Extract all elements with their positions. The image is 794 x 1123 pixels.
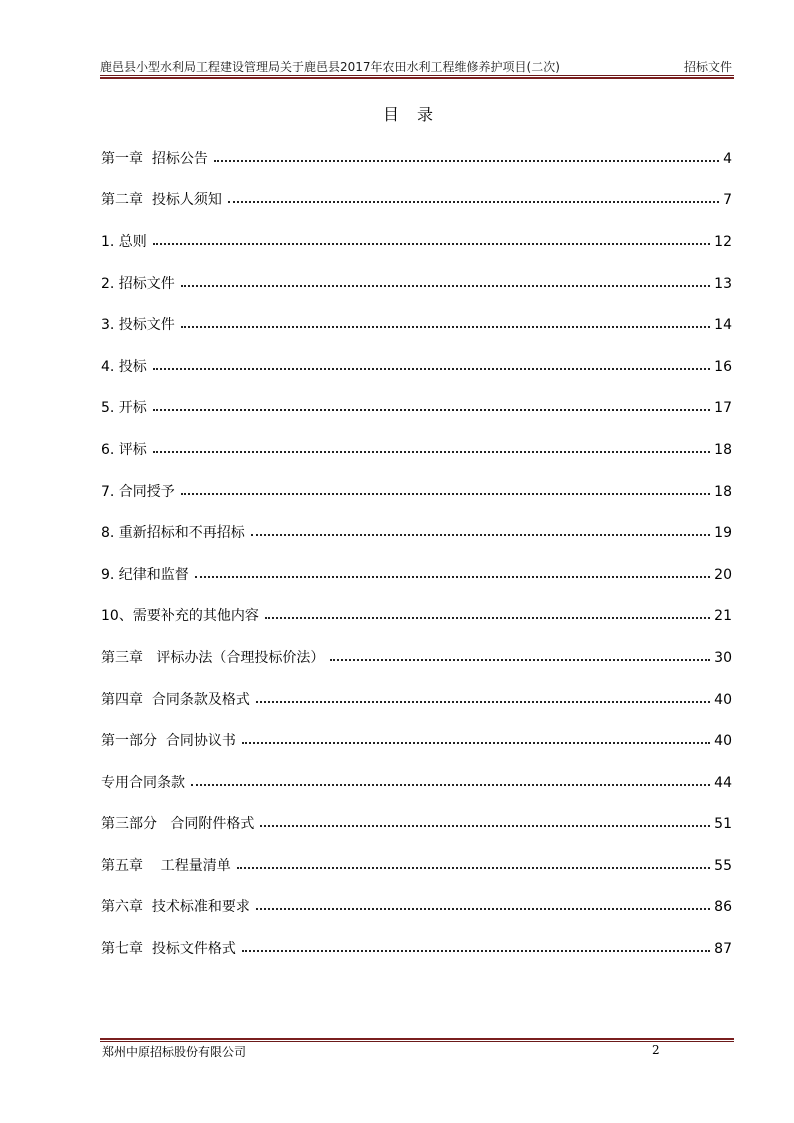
toc-entry-page: 18 — [714, 483, 732, 500]
toc-entry-page: 21 — [714, 608, 732, 625]
toc-entry[interactable] — [101, 928, 732, 970]
toc-dot-leader — [153, 243, 710, 245]
toc-entry-label: 1. 总则 — [101, 233, 147, 250]
toc-entry[interactable] — [101, 720, 732, 762]
toc-entry-label: 7. 合同授予 — [101, 483, 175, 500]
footer-company: 郑州中原招标股份有限公司 — [102, 1045, 247, 1059]
footer-rule — [100, 1041, 734, 1042]
toc-dot-leader — [195, 576, 710, 578]
toc-entry-label: 10、需要补充的其他内容 — [101, 608, 259, 625]
toc-entry-label: 3. 投标文件 — [101, 317, 175, 334]
toc-dot-leader — [181, 285, 710, 287]
toc-entry[interactable] — [101, 263, 732, 305]
toc-entry-label: 第六章 技术标准和要求 — [101, 899, 250, 916]
toc-entry-page: 18 — [714, 441, 732, 458]
toc-entry[interactable] — [101, 679, 732, 721]
page-header — [100, 56, 734, 76]
toc-entry[interactable] — [101, 554, 732, 596]
toc-entry-page: 12 — [714, 233, 732, 250]
toc-dot-leader — [265, 617, 710, 619]
toc-entry[interactable] — [101, 887, 732, 929]
toc-entry-page: 40 — [714, 691, 732, 708]
header-rule-thick — [100, 77, 734, 79]
toc-entry[interactable] — [101, 346, 732, 388]
toc-entry-page: 87 — [714, 941, 732, 958]
toc-entry[interactable] — [101, 429, 732, 471]
toc-entry-page: 13 — [714, 275, 732, 292]
toc-entry-label: 第一部分 合同协议书 — [101, 733, 236, 750]
toc-dot-leader — [191, 784, 710, 786]
toc-entry[interactable] — [101, 180, 732, 222]
table-of-contents — [101, 138, 732, 970]
toc-entry-page: 4 — [723, 150, 732, 167]
toc-dot-leader — [181, 326, 710, 328]
toc-dot-leader — [242, 950, 710, 952]
toc-entry-page: 19 — [714, 525, 732, 542]
toc-entry-label: 2. 招标文件 — [101, 275, 175, 292]
toc-entry-label: 第三部分 合同附件格式 — [101, 816, 255, 833]
toc-entry-page: 30 — [714, 649, 732, 666]
toc-dot-leader — [237, 867, 710, 869]
toc-entry-page: 55 — [714, 857, 732, 874]
toc-dot-leader — [181, 493, 710, 495]
toc-entry-label: 9. 纪律和监督 — [101, 566, 189, 583]
toc-entry[interactable] — [101, 221, 732, 263]
toc-dot-leader — [242, 742, 710, 744]
toc-entry-label: 第七章 投标文件格式 — [101, 941, 236, 958]
toc-entry[interactable] — [101, 762, 732, 804]
toc-entry-page: 44 — [714, 774, 732, 791]
toc-dot-leader — [214, 160, 719, 162]
toc-entry-label: 4. 投标 — [101, 358, 147, 375]
footer-rule-thick — [100, 1038, 734, 1040]
toc-entry[interactable] — [101, 637, 732, 679]
toc-entry-page: 20 — [714, 566, 732, 583]
header-document-type: 招标文件 — [683, 60, 732, 74]
toc-entry-label: 第二章 投标人须知 — [101, 192, 222, 209]
toc-entry[interactable] — [101, 845, 732, 887]
toc-dot-leader — [153, 368, 710, 370]
toc-dot-leader — [260, 825, 710, 827]
toc-dot-leader — [330, 659, 710, 661]
toc-entry-page: 16 — [714, 358, 732, 375]
toc-entry[interactable] — [101, 804, 732, 846]
toc-entry-label: 第一章 招标公告 — [101, 150, 208, 167]
toc-entry-label: 第三章 评标办法（合理投标价法） — [101, 649, 325, 666]
header-rule — [100, 75, 734, 76]
toc-entry-label: 6. 评标 — [101, 441, 147, 458]
toc-entry-label: 第五章 工程量清单 — [101, 857, 231, 874]
toc-entry-page: 86 — [714, 899, 732, 916]
page-title: 目录 — [382, 105, 451, 124]
toc-dot-leader — [153, 451, 710, 453]
toc-dot-leader — [256, 908, 710, 910]
toc-entry-page: 14 — [714, 317, 732, 334]
toc-dot-leader — [153, 409, 710, 411]
toc-entry-label: 专用合同条款 — [101, 774, 185, 791]
toc-entry[interactable] — [101, 512, 732, 554]
toc-entry[interactable] — [101, 596, 732, 638]
toc-entry-label: 5. 开标 — [101, 400, 147, 417]
header-project-title: 鹿邑县小型水利局工程建设管理局关于鹿邑县2017年农田水利工程维修养护项目(二次) — [100, 60, 560, 74]
toc-entry-label: 第四章 合同条款及格式 — [101, 691, 250, 708]
toc-entry-page: 7 — [723, 192, 732, 209]
toc-dot-leader — [256, 701, 710, 703]
toc-entry[interactable] — [101, 388, 732, 430]
page-number: 2 — [652, 1043, 660, 1057]
toc-dot-leader — [228, 201, 719, 203]
toc-dot-leader — [251, 534, 710, 536]
toc-entry[interactable] — [101, 304, 732, 346]
toc-entry-page: 51 — [714, 816, 732, 833]
toc-entry-page: 40 — [714, 733, 732, 750]
toc-entry-label: 8. 重新招标和不再招标 — [101, 525, 245, 542]
toc-entry-page: 17 — [714, 400, 732, 417]
toc-entry[interactable] — [101, 471, 732, 513]
toc-entry[interactable] — [101, 138, 732, 180]
